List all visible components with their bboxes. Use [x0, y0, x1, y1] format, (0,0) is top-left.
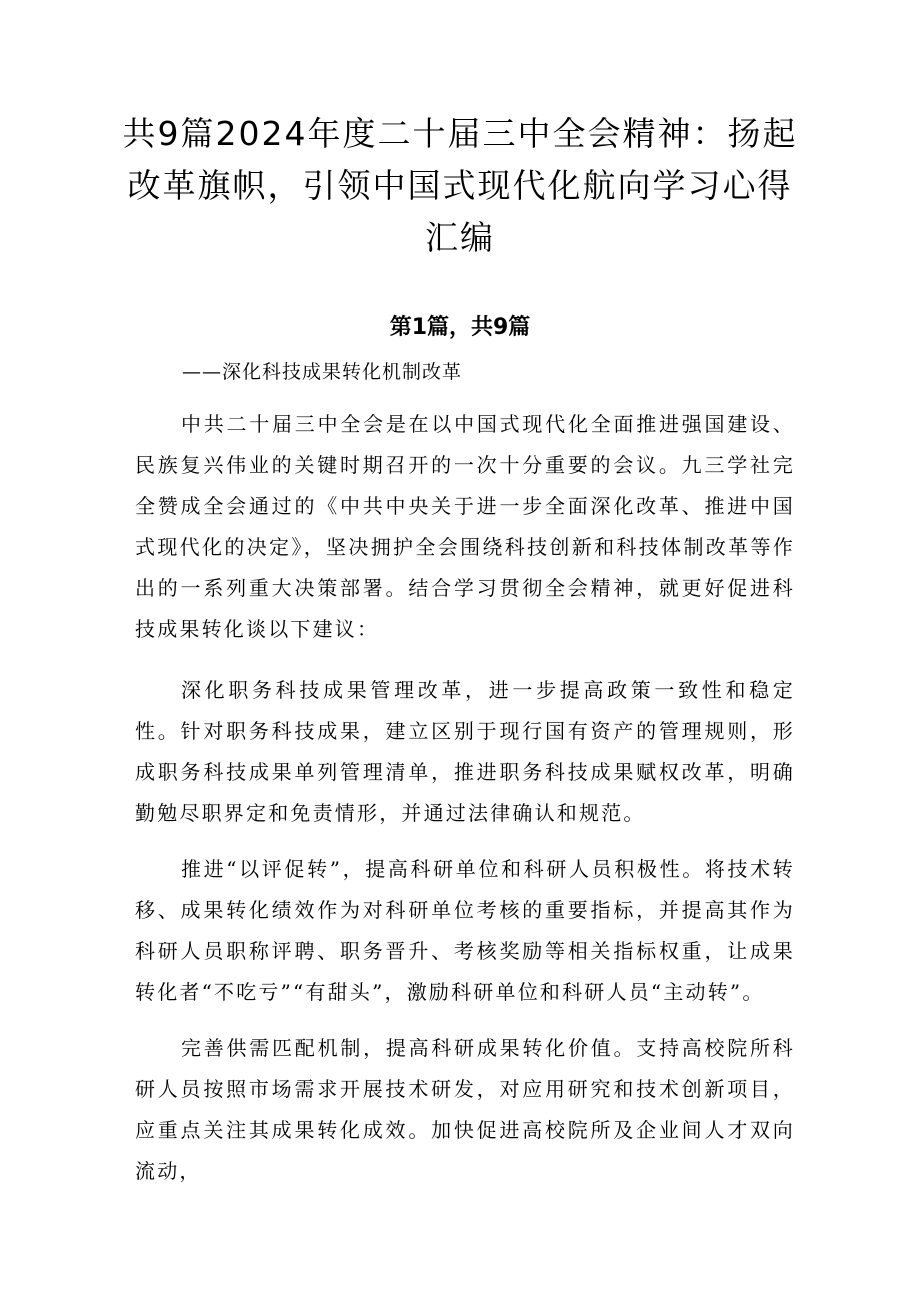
paragraph: 深化职务科技成果管理改革，进一步提高政策一致性和稳定性。针对职务科技成果，建立区别于现行国有资产的管理规则，形成职务科技成果单列管理清单，推进职务科技成果赋权改革，明确勤勉尽职界定和免责情形，并通过法律确认和规范。 [135, 678, 795, 825]
paragraph: 完善供需匹配机制，提高科研成果转化价值。支持高校院所科研人员按照市场需求开展技术研发，对应用研究和技术创新项目，应重点关注其成果转化成效。加快促进高校院所及企业间人才双向流动， [135, 1036, 795, 1183]
part-heading: 第1篇，共9篇 [389, 315, 531, 340]
document-title: 共9篇2024年度二十届三中全会精神：扬起改革旗帜，引领中国式现代化航向学习心得汇编 [122, 114, 798, 257]
paragraph: 推进“以评促转”，提高科研单位和科研人员积极性。将技术转移、成果转化绩效作为对科研单位考核的重要指标，并提高其作为科研人员职称评聘、职务晋升、考核奖励等相关指标权重，让成果转化者“不吃亏”“有甜头”，激励科研单位和科研人员“主动转”。 [135, 857, 795, 1004]
paragraph: 中共二十届三中全会是在以中国式现代化全面推进强国建设、民族复兴伟业的关键时期召开的一次十分重要的会议。九三学社完全赞成全会通过的《中共中央关于进一步全面深化改革、推进中国式现代化的决定》，坚决拥护全会围绕科技创新和科技体制改革等作出的一系列重大决策部署。结合学习贯彻全会精神，就更好促进科技成果转化谈以下建议： [135, 412, 795, 641]
section-subtitle: ——深化科技成果转化机制改革 [182, 361, 463, 383]
